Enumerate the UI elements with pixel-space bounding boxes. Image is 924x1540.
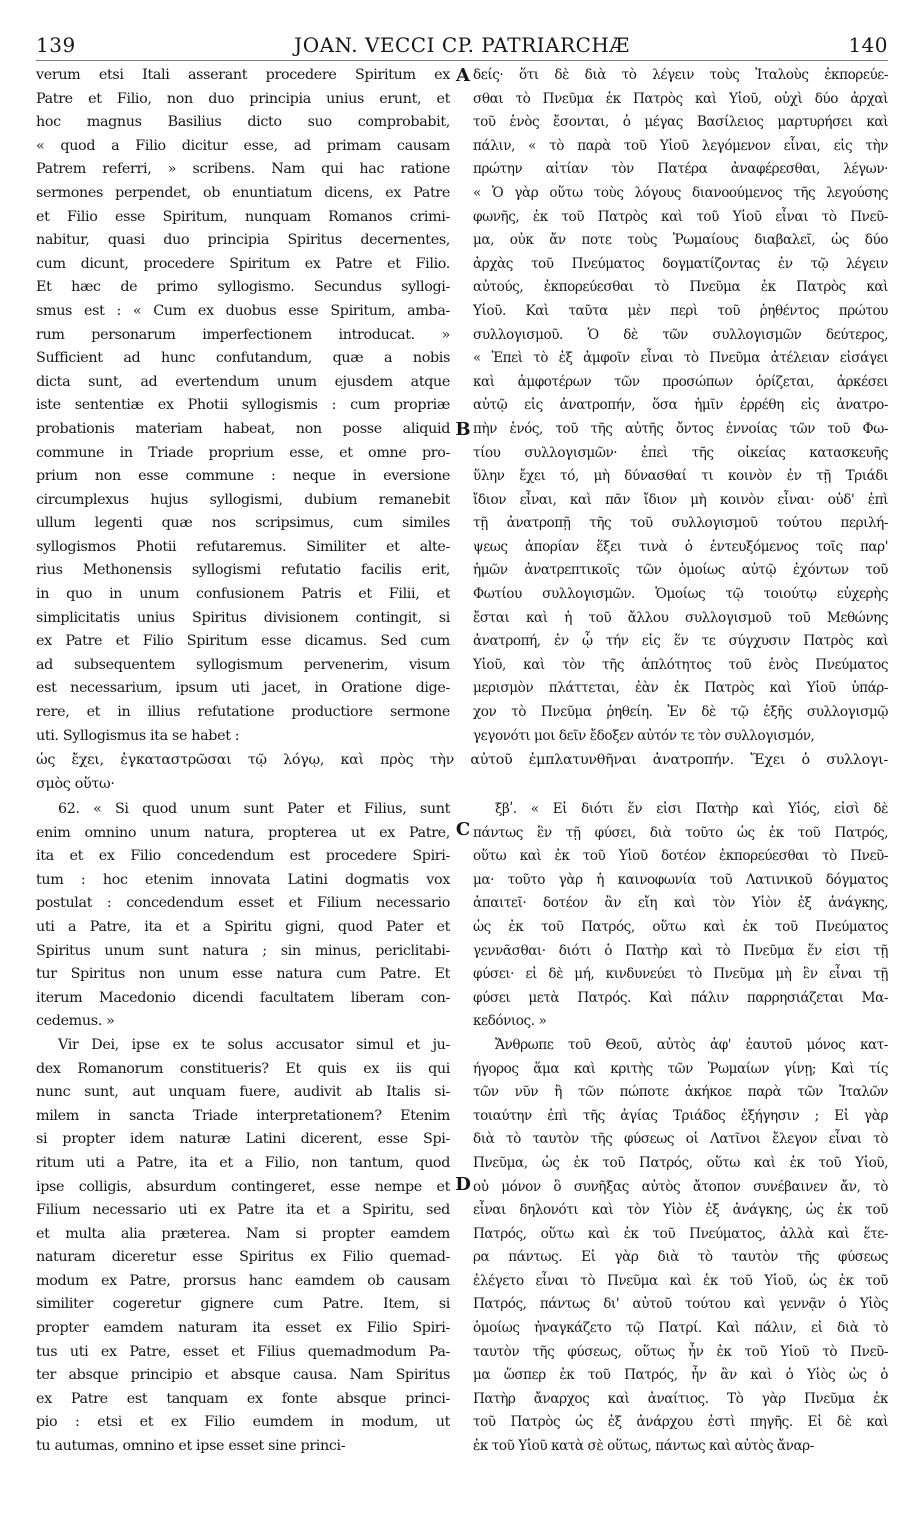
text-line: Πνεῦμα, ὡς ἐκ τοῦ Πατρός, οὕτω καὶ ἐκ τοῦ Υἱοῦ, bbox=[473, 1154, 888, 1171]
text-line: γεννᾶσθαι· διότι ὁ Πατὴρ καὶ τὸ Πνεῦμα ἕν εἰσι τῇ bbox=[473, 942, 888, 959]
text-line: ἴδιον εἶναι, καὶ πᾶν ἴδιον μὴ κοινὸν εἶναι· οὐδ' ἐπὶ bbox=[473, 491, 888, 508]
page-number-right: 140 bbox=[848, 33, 888, 57]
text-line: μα ὥσπερ ἐκ τοῦ Πατρός, ἦν ἂν καὶ ὁ Υἱὸς ὡς ὁ bbox=[473, 1367, 888, 1384]
latin-column-bottom bbox=[36, 798, 450, 1459]
text-line: τοῦ Πατρὸς ὡς ἐξ ἀνάρχου ἐστὶ πηγῆς. Εἰ δὲ καὶ bbox=[473, 1414, 888, 1431]
running-title: JOAN. VECCI CP. PATRIARCHÆ bbox=[294, 33, 630, 57]
text-line: ἐλέγετο εἶναι τὸ Πνεῦμα καὶ ἐκ τοῦ Υἱοῦ, ὡς ἐκ τοῦ bbox=[473, 1272, 888, 1289]
text-line: pio : etsi et ex Filio eumdem in modum, ut bbox=[36, 1414, 450, 1431]
text-line: commune in Triade proprium esse, et omne pro- bbox=[36, 444, 450, 461]
text-line: πὴν ἑνός, τοῦ τῆς αὐτῆς ὄντος ἐννοίας τῶν τοῦ Φω- bbox=[473, 420, 888, 437]
text-line: verum etsi Itali asserant procedere Spiritum ex bbox=[36, 67, 450, 83]
text-line: rum personarum imperfectionem introducat. » bbox=[36, 326, 450, 343]
text-line: Sufficient ad hunc confutandum, quæ a nobis bbox=[36, 350, 450, 367]
text-line: Spiritus unum sunt natura ; sin minus, periclitabi- bbox=[36, 942, 450, 959]
text-line: smus est : « Cum ex duobus esse Spiritum, amba- bbox=[36, 302, 450, 319]
text-line: cedemus. » bbox=[36, 1013, 115, 1030]
text-line: τοῦ ἑνὸς ἔσονται, ὁ μέγας Βασίλειος μαρτυρήσει καὶ bbox=[473, 114, 888, 131]
text-line: hoc magnus Basilius dicto suo comprobabit, bbox=[36, 114, 450, 131]
text-line: in quo in unum confusionem Patris et Filii, et bbox=[36, 586, 450, 603]
text-line: Υἱοῦ, καὶ τὸν τῆς ἁπλότητος τοῦ ἑνὸς Πνεύματος bbox=[473, 656, 888, 673]
text-line: uti. Syllogismus ita se habet : bbox=[36, 727, 240, 744]
text-line: Υἱοῦ. Καὶ ταῦτα μὲν περὶ τοῦ ῥηθέντος πρώτου bbox=[473, 302, 888, 319]
text-line: δείς· ὅτι δὲ διὰ τὸ λέγειν τοὺς Ἰταλοὺς ἐκπορεύε- bbox=[473, 67, 888, 83]
text-line: Et hæc de primo syllogismo. Secundus syllogi- bbox=[36, 279, 450, 296]
spanning-lines bbox=[36, 749, 888, 796]
text-line: ἔσται καὶ ἡ τοῦ ἄλλου συλλογισμοῦ τοῦ Μεθώνης bbox=[473, 609, 888, 626]
text-line: Πατρός, πάντως δι' αὐτοῦ τούτου καὶ γεννᾷν ὁ Υἱὸς bbox=[473, 1296, 888, 1313]
text-line: rere, et in illius refutatione productiore sermone bbox=[36, 704, 450, 721]
text-line: « Ὁ γὰρ οὕτω τοὺς λόγους διανοούμενος τῆς λεγούσης bbox=[473, 184, 888, 201]
margin-marker-a: A bbox=[456, 65, 470, 86]
text-line: γεγονότι μοι δεῖν ἔδοξεν αὐτόν τε τὸν συλλογισμόν, bbox=[473, 727, 815, 744]
margin-marker-b: B bbox=[455, 419, 471, 440]
text-line: τῶν νῦν ἢ τῶν πώποτε ἀκήκοε παρὰ τῶν Ἰταλῶν bbox=[473, 1084, 888, 1101]
text-line: sermones perpendet, ob enuntiatum dicens, ex Patre bbox=[36, 184, 450, 201]
text-line: simplicitatis unius Spiritus divisionem contingit, si bbox=[36, 609, 450, 626]
text-line: modum ex Patre, prorsus hanc eamdem ob causam bbox=[36, 1272, 450, 1289]
text-line: dicta sunt, ad evertendum unum ejusdem atque bbox=[36, 373, 450, 390]
text-line: prium non esse commune : neque in eversione bbox=[36, 468, 450, 485]
greek-column-bottom bbox=[473, 798, 888, 1459]
text-line: ἡμῶν ἀνατρεπτικοῖς τῶν ὁμοίως αὐτῷ ἐχόντων τοῦ bbox=[473, 562, 888, 579]
text-line: Πατὴρ ἄναρχος καὶ ἀναίτιος. Τὸ γὰρ Πνεῦμα ἐκ bbox=[473, 1390, 888, 1407]
text-line: ad subsequentem syllogismum pervenerim, visum bbox=[36, 656, 450, 673]
text-line: μερισμὸν πλάττεται, ἐὰν ἐκ Πατρὸς καὶ Υἱοῦ ὑπάρ- bbox=[473, 680, 888, 697]
text-line: tur Spiritus non unum esse natura cum Patre. Et bbox=[36, 966, 450, 983]
text-line: ullum legenti quæ nos scripsimus, cum similes bbox=[36, 515, 450, 532]
text-line: Φωτίου συλλογισμῶν. Ὁμοίως τῷ τοιούτῳ εὐχερὴς bbox=[473, 586, 888, 603]
text-line: iterum Macedonio dicendi facultatem liberam con- bbox=[36, 989, 450, 1006]
text-line: « quod a Filio dicitur esse, ad primam causam bbox=[36, 137, 450, 154]
text-line: iste sententiæ ex Photii syllogismis : cum propriæ bbox=[36, 397, 450, 414]
text-line: postulat : concedendum esset et Filium necessario bbox=[36, 895, 450, 912]
text-line: et Filio esse Spiritum, nunquam Romanos crimi- bbox=[36, 208, 450, 225]
text-line: τίου συλλογισμῶν· ἐπεὶ τῆς οἰκείας κατασκευῆς bbox=[473, 444, 888, 461]
margin-marker-d: D bbox=[455, 1174, 471, 1195]
text-line: Patrem referri, » scribens. Nam qui hac ratione bbox=[36, 161, 450, 178]
text-line: Ἄνθρωπε τοῦ Θεοῦ, αὐτὸς ἀφ' ἑαυτοῦ μόνος κατ- bbox=[495, 1036, 888, 1053]
text-line: αὐτούς, ἐκπορεύεσθαι τὸ Πνεῦμα ἐκ Πατρὸς καὶ bbox=[473, 279, 888, 296]
text-line: σμὸς οὕτω· bbox=[36, 775, 115, 792]
text-line: πρώτην αἰτίαν τὸν Πατέρα ἀναφέρεσθαι, λέγων· bbox=[473, 161, 888, 178]
text-line: κεδόνιος. » bbox=[473, 1013, 547, 1030]
text-line: tus uti ex Patre, esset et Filius quemadmodum Pa- bbox=[36, 1343, 450, 1360]
text-line: ὁμοίως ἠναγκάζετο τῷ Πατρί. Καὶ πάλιν, εἰ διὰ τὸ bbox=[473, 1320, 888, 1337]
text-line: μα, οὐκ ἄν ποτε τοὺς Ῥωμαίους διαβαλεῖ, ὡς δύο bbox=[473, 232, 888, 249]
text-line: καὶ ἀμφοτέρων τῶν προσώπων ὁρίζεται, ἀρκέσει bbox=[473, 373, 888, 390]
text-line: ἀπαιτεῖ· δοτέον ἂν εἴη καὶ τὸν Υἱὸν ἐξ ἀνάγκης, bbox=[473, 895, 888, 912]
text-line: Filium necessario uti ex Patre ita et a Spiritu, sed bbox=[36, 1202, 450, 1219]
text-line: circumplexus hujus syllogismi, dubium remanebit bbox=[36, 491, 450, 508]
text-line: ἀρχὰς τοῦ Πνεύματος δογματίζοντας ἐν τῷ λέγειν bbox=[473, 255, 888, 272]
text-line: φωνῆς, ἐκ τοῦ Πατρὸς καὶ τοῦ Υἱοῦ εἶναι τὸ Πνεῦ- bbox=[473, 208, 888, 225]
text-line: probationis materiam habeat, non posse aliquid bbox=[36, 420, 450, 437]
text-line: φύσει μετὰ Πατρός. Καὶ πάλιν παρρησιάζεται Μα- bbox=[473, 989, 888, 1006]
text-line: οὕτω καὶ ἐκ τοῦ Υἱοῦ δοτέον ἐκπορεύεσθαι τὸ Πνεῦ- bbox=[473, 848, 888, 865]
text-line: σθαι τὸ Πνεῦμα ἐκ Πατρὸς καὶ Υἱοῦ, οὐχὶ δύο ἀρχαὶ bbox=[473, 90, 888, 107]
text-line: dex Romanorum constitueris? Et quis ex iis qui bbox=[36, 1060, 450, 1077]
text-line: ταυτὸν τῆς φύσεως, οὕτως ἦν ἐκ τοῦ Υἱοῦ τὸ Πνεῦ- bbox=[473, 1343, 888, 1360]
text-line: πάλιν, « τὸ παρὰ τοῦ Υἱοῦ λεγόμενον εἶναι, εἰς τὴν bbox=[473, 137, 888, 154]
text-line: ρα πάντως. Εἰ γὰρ διὰ τὸ ταυτὸν τῆς φύσεως bbox=[473, 1249, 888, 1266]
text-line: ex Patre et Filio Spiritum esse dicamus. Sed cum bbox=[36, 633, 450, 650]
text-line: ipse colligis, absurdum contingeret, esse nempe et bbox=[36, 1178, 450, 1195]
text-line: ἀνατροπή, ἐν ᾧ τήν εἰς ἕν τε σύγχυσιν Πατρὸς καὶ bbox=[473, 633, 888, 650]
text-line: ita et ex Filio concedendum est procedere Spiri- bbox=[36, 848, 450, 865]
text-line: syllogismos Photii refutaremus. Similiter et alte- bbox=[36, 538, 450, 555]
text-line: et multa alia præterea. Nam si propter eamdem bbox=[36, 1225, 450, 1242]
text-line: ἐκ τοῦ Υἱοῦ κατὰ σὲ οὕτως, πάντως καὶ αὐτὸς ἄναρ- bbox=[473, 1438, 814, 1455]
text-line: ήγορος ἅμα καὶ κριτὴς τῶν Ῥωμαίων γίνῃ; Καὶ τίς bbox=[473, 1060, 888, 1077]
text-line: Vir Dei, ipse ex te solus accusator simul et ju- bbox=[58, 1036, 450, 1053]
text-line: nabitur, quasi duo principia Spiritus decernentes, bbox=[36, 232, 450, 249]
text-line: ex Patre est tanquam ex fonte absque princi- bbox=[36, 1390, 450, 1407]
text-line: αὐτῷ εἰς ἀνατροπήν, ὅσα ἡμῖν ἐρρέθη εἰς ἀνατρο- bbox=[473, 397, 888, 414]
text-line: naturam diceretur esse Spiritus ex Filio quemad- bbox=[36, 1249, 450, 1266]
header-rule bbox=[36, 60, 888, 61]
text-line: 62. « Si quod unum sunt Pater et Filius, sunt bbox=[58, 801, 450, 817]
text-line: τῇ ἀνατροπῇ τῆς τοῦ συλλογισμοῦ τούτου περιλή- bbox=[473, 515, 888, 532]
text-line: ψεως ἀπορίαν ἕξει τινὰ ὁ ἐντευξόμενος τοῖς παρ' bbox=[473, 538, 888, 555]
text-line: nunc sunt, aut unquam fuere, audivit ab Italis si- bbox=[36, 1084, 450, 1101]
text-line: ritum uti a Patre, ita et a Filio, non tantum, quod bbox=[36, 1154, 450, 1171]
text-line: πάντως ἓν τῇ φύσει, διὰ τοῦτο ὡς ἐκ τοῦ Πατρός, bbox=[473, 824, 888, 841]
text-line: οὐ μόνον ὃ συνῆξας αὐτὸς ἄτοπον συνέβαινεν ἄν, τὸ bbox=[473, 1178, 888, 1195]
text-line: tu autumas, omnino et ipse esset sine princi- bbox=[36, 1438, 346, 1455]
text-line: si propter idem naturæ Latini dicerent, esse Spi- bbox=[36, 1131, 450, 1148]
text-line: ὕλην ἔχει τό, μὴ δύνασθαί τι κοινὸν ἐν τῇ Τριάδι bbox=[473, 468, 888, 485]
text-line: propter eamdem naturam ita esset ex Filio Spiri- bbox=[36, 1320, 450, 1337]
text-line: tum : hoc etenim innovata Latini dogmatis vox bbox=[36, 871, 450, 888]
text-line: διὰ τὸ ταυτὸν τῆς φύσεως οἱ Λατῖνοι ἔλεγον εἶναι τὸ bbox=[473, 1131, 888, 1148]
text-line: μα· τοῦτο γὰρ ἡ καινοφωνία τοῦ Λατινικοῦ δόγματος bbox=[473, 871, 888, 888]
greek-column-top bbox=[473, 64, 888, 748]
text-line: enim omnino unum natura, propterea ut ex Patre, bbox=[36, 824, 450, 841]
text-line: « Ἐπεὶ τὸ ἐξ ἀμφοῖν εἶναι τὸ Πνεῦμα ἀτέλειαν εἰσάγει bbox=[473, 350, 888, 367]
text-line: τοιαύτην ἐπὶ τῆς ἁγίας Τριάδος ἐξήγησιν ; Εἰ γὰρ bbox=[473, 1107, 888, 1124]
text-line: ὡς ἐκ τοῦ Πατρός, οὕτω καὶ ἐκ τοῦ Πνεύματος bbox=[473, 918, 888, 935]
text-line: χον τὸ Πνεῦμα ῥηθείη. Ἐν δὲ τῷ ἑξῆς συλλογισμῷ bbox=[473, 704, 888, 721]
text-line: συλλογισμοῦ. Ὁ δὲ τῶν συλλογισμῶν δεύτερος, bbox=[473, 326, 888, 343]
text-line: similiter cogeretur gignere cum Patre. Item, si bbox=[36, 1296, 450, 1313]
text-line: rius Methonensis syllogismi refutatio facilis erit, bbox=[36, 562, 450, 579]
text-line: ξβʹ. « Εἰ διότι ἕν εἰσι Πατὴρ καὶ Υἱός, εἰσὶ δὲ bbox=[495, 801, 888, 817]
page-number-left: 139 bbox=[36, 33, 76, 57]
text-line: ὡς ἔχει, ἐγκαταστρῶσαι τῷ λόγῳ, καὶ πρὸς τὴν αὐτοῦ ἐμπλατυνθῆναι ἀνατροπήν. Ἔχει ὁ συλλογι- bbox=[36, 752, 888, 768]
text-line: Patre et Filio, non duo principia unius erunt, et bbox=[36, 90, 450, 107]
running-header bbox=[36, 34, 888, 56]
text-line: milem in sancta Triade interpretationem? Etenim bbox=[36, 1107, 450, 1124]
text-line: ter absque principio et absque causa. Nam Spiritus bbox=[36, 1367, 450, 1384]
text-line: εἶναι δηλονότι καὶ τὸν Υἱὸν ἐξ ἀνάγκης, ὡς ἐκ τοῦ bbox=[473, 1202, 888, 1219]
text-line: φύσει· εἰ δὲ μή, κινδυνεύει τὸ Πνεῦμα μὴ ἓν εἶναι τῇ bbox=[473, 966, 888, 983]
text-line: uti a Patre, ita et a Spiritu gigni, quod Pater et bbox=[36, 918, 450, 935]
latin-column-top bbox=[36, 64, 450, 748]
text-line: cum dicunt, procedere Spiritum ex Patre et Filio. bbox=[36, 255, 450, 272]
margin-marker-c: C bbox=[455, 819, 471, 840]
text-line: Πατρός, οὕτω καὶ ἐκ τοῦ Πνεύματος, ἀλλὰ καὶ ἕτε- bbox=[473, 1225, 888, 1242]
text-line: est necessarium, ipsum uti jacet, in Oratione dige- bbox=[36, 680, 450, 697]
